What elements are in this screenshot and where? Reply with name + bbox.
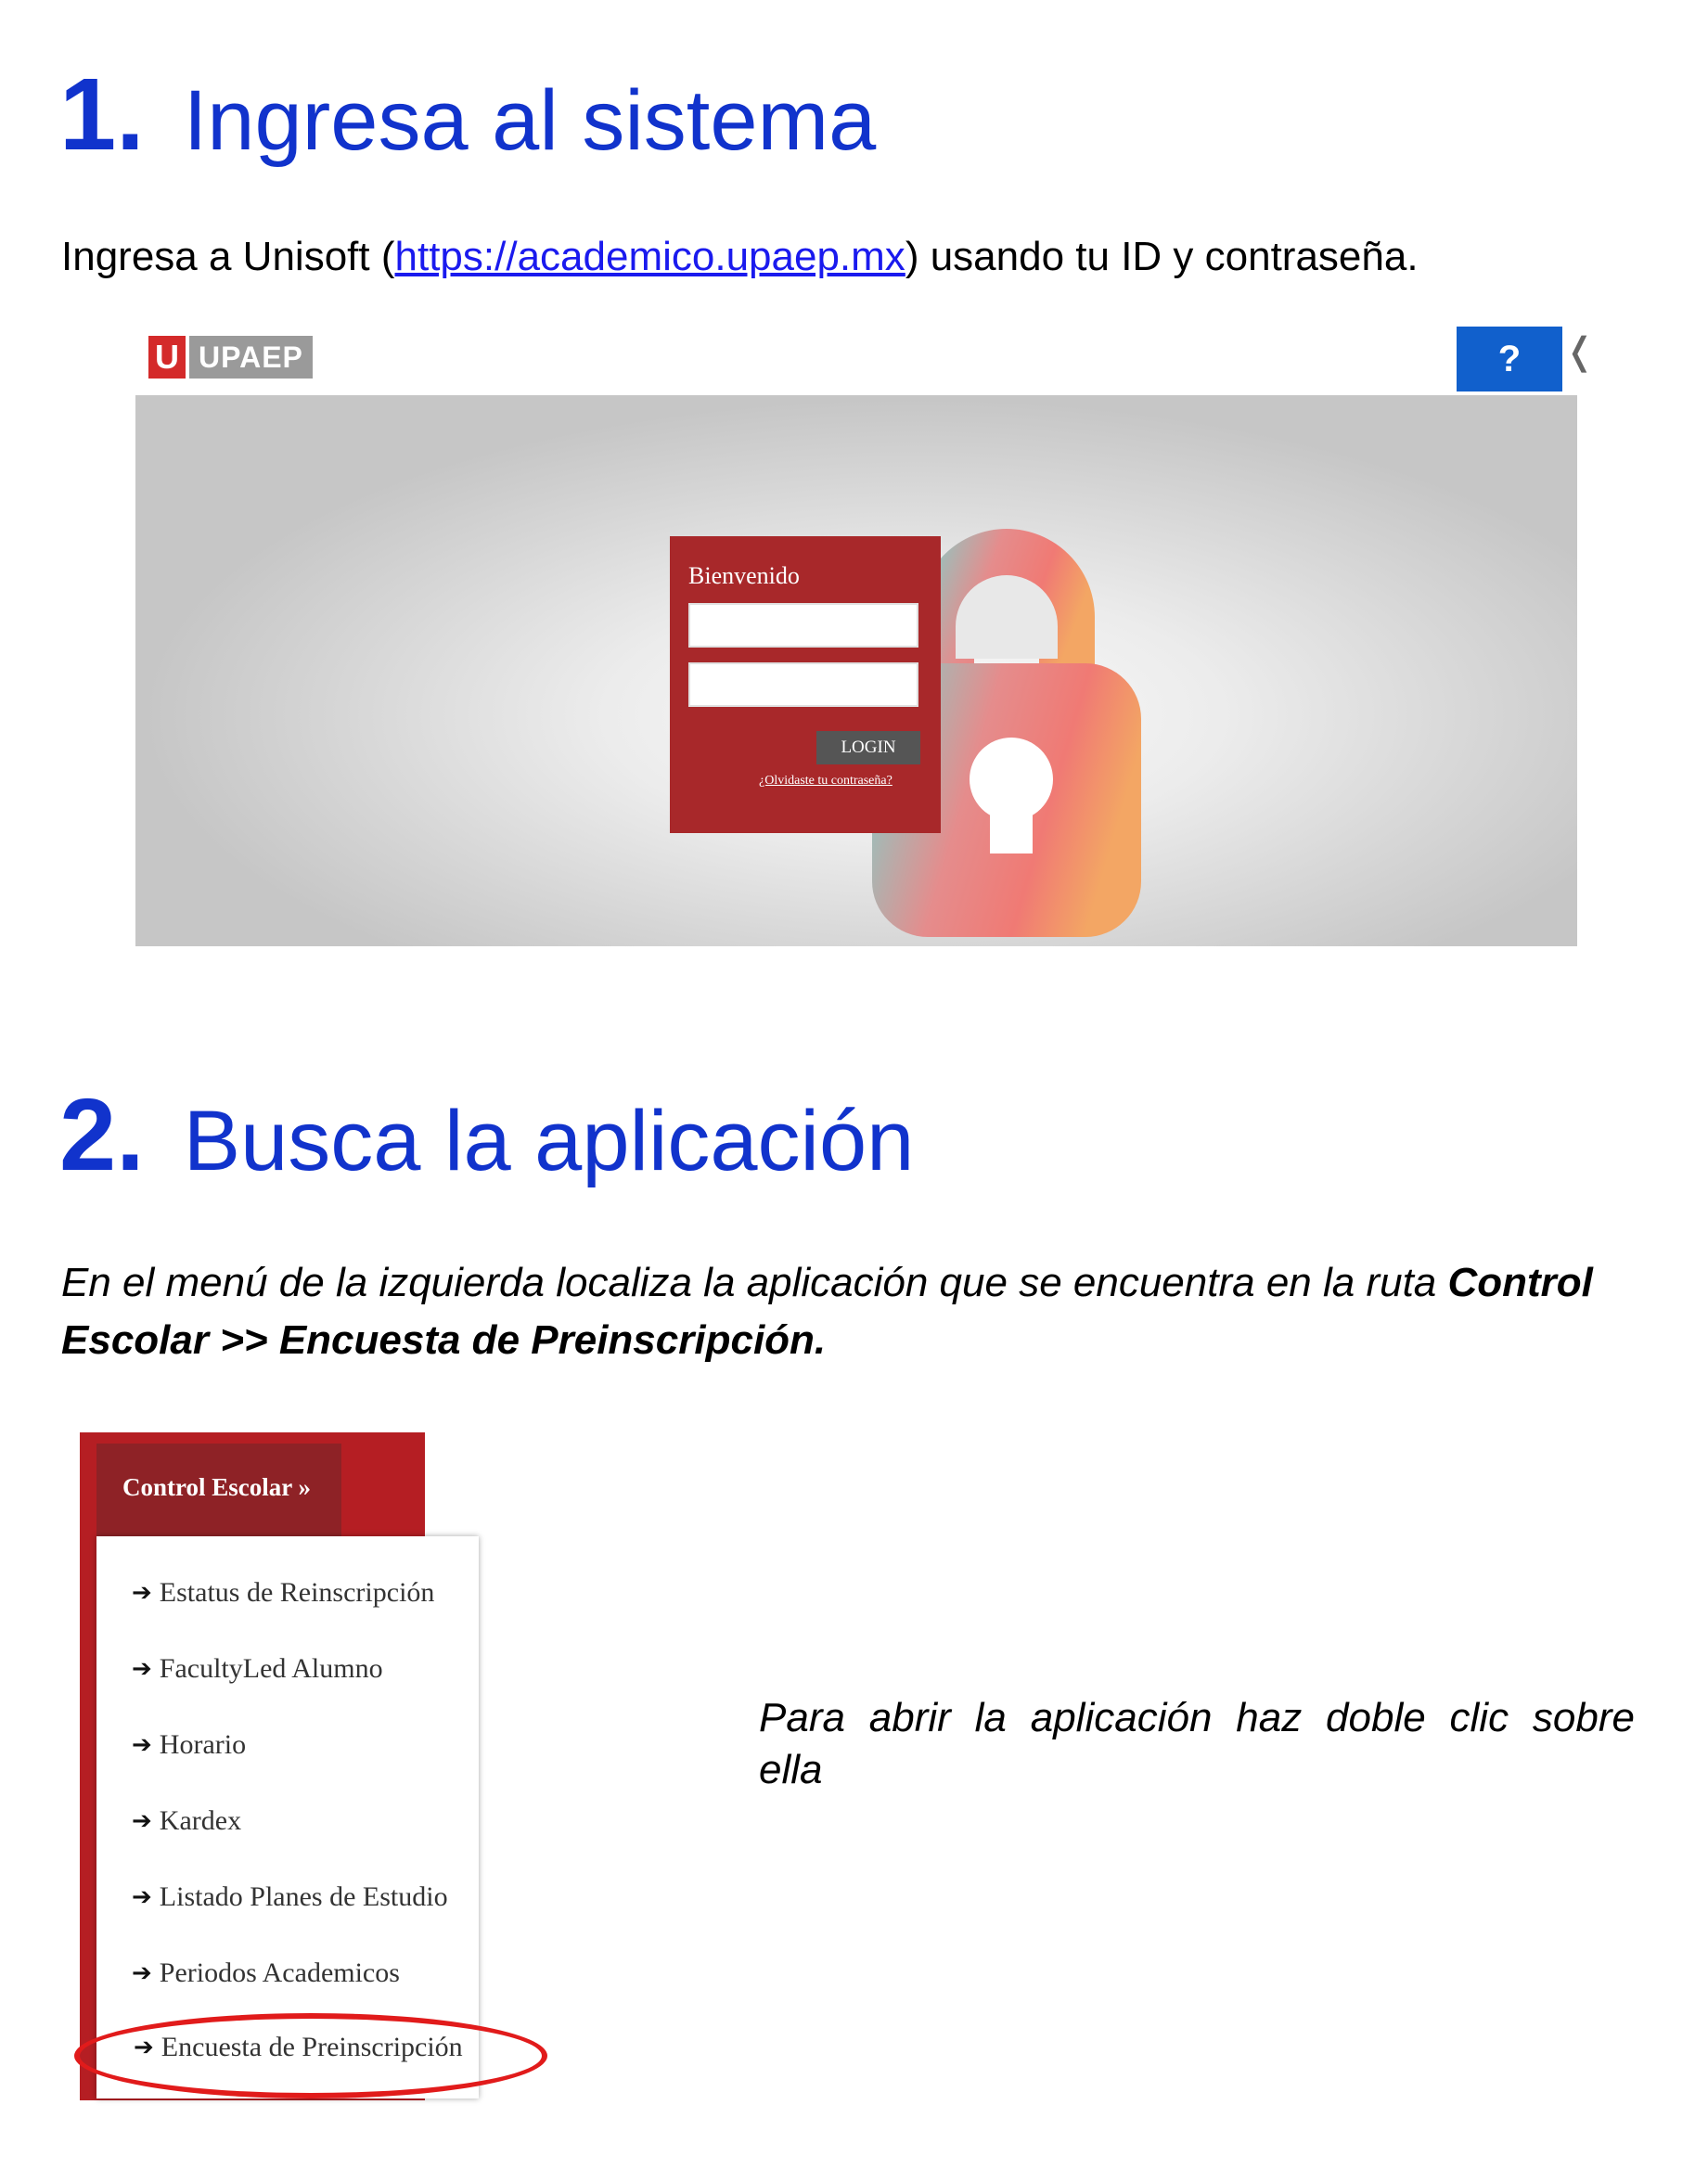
menu-item-periodos-academicos[interactable] bbox=[132, 1957, 400, 1989]
menu-header-label: Control Escolar » bbox=[122, 1473, 312, 1501]
instruction-paragraph bbox=[61, 1254, 1676, 1369]
highlight-ellipse bbox=[74, 2013, 547, 2098]
menu-item-kardex[interactable] bbox=[132, 1805, 241, 1837]
menu-item-horario[interactable] bbox=[132, 1729, 246, 1761]
forgot-password-link[interactable]: ¿Olvidaste tu contraseña? bbox=[759, 774, 893, 788]
logo-text: UPAEP bbox=[189, 336, 313, 379]
user-id-input[interactable] bbox=[688, 603, 918, 648]
menu-item-label: Listado Planes de Estudio bbox=[159, 1881, 448, 1912]
section-2-heading bbox=[59, 1076, 914, 1194]
arrow-right-icon: ➔ bbox=[132, 1883, 152, 1911]
double-click-note-end: ella bbox=[759, 1747, 823, 1792]
unisoft-link[interactable]: https://academico.upaep.mx bbox=[394, 234, 905, 279]
menu-item-label: Encuesta de Preinscripción bbox=[161, 2032, 463, 2062]
double-click-note: Para abrir la aplicación haz doble clic sobre bbox=[759, 1695, 1635, 1740]
menu-item-label: Periodos Academicos bbox=[159, 1957, 400, 1988]
scroll-edge-icon: ❬ bbox=[1564, 331, 1596, 372]
intro-text-end: ) usando tu ID y contraseña. bbox=[905, 234, 1419, 279]
menu-item-estatus-reinscripcion[interactable] bbox=[132, 1577, 434, 1609]
arrow-right-icon: ➔ bbox=[132, 1807, 152, 1835]
step-number: 1. bbox=[59, 58, 145, 172]
password-input[interactable] bbox=[688, 662, 918, 707]
intro-paragraph bbox=[61, 234, 1419, 280]
logo-mark: U bbox=[148, 336, 186, 379]
arrow-right-icon: ➔ bbox=[132, 1959, 152, 1987]
intro-text-start: Ingresa a Unisoft ( bbox=[61, 234, 395, 279]
menu-item-listado-planes[interactable] bbox=[132, 1881, 448, 1913]
step-title: Busca la aplicación bbox=[183, 1094, 915, 1188]
instruction-text: En el menú de la izquierda localiza la aplicación que se encuentra en la ruta bbox=[61, 1260, 1448, 1305]
menu-item-label: Horario bbox=[159, 1729, 247, 1760]
welcome-label: Bienvenido bbox=[688, 562, 800, 589]
arrow-right-icon: ➔ bbox=[134, 2034, 154, 2061]
section-1-heading bbox=[59, 56, 876, 173]
help-button[interactable]: ? bbox=[1457, 327, 1562, 391]
login-form bbox=[670, 536, 941, 833]
login-button[interactable]: LOGIN bbox=[816, 731, 920, 764]
menu-item-facultyled-alumno[interactable] bbox=[132, 1653, 383, 1685]
instruction-path: Control Escolar >> Encuesta de Preinscripción. bbox=[61, 1260, 1593, 1363]
menu-item-label: FacultyLed Alumno bbox=[159, 1653, 383, 1684]
step-title: Ingresa al sistema bbox=[183, 73, 877, 168]
arrow-right-icon: ➔ bbox=[132, 1731, 152, 1759]
arrow-right-icon: ➔ bbox=[132, 1655, 152, 1683]
arrow-right-icon: ➔ bbox=[132, 1579, 152, 1607]
menu-item-label: Estatus de Reinscripción bbox=[159, 1577, 435, 1608]
step-number: 2. bbox=[59, 1078, 145, 1192]
menu-item-label: Kardex bbox=[159, 1805, 242, 1836]
upaep-logo bbox=[148, 336, 313, 379]
